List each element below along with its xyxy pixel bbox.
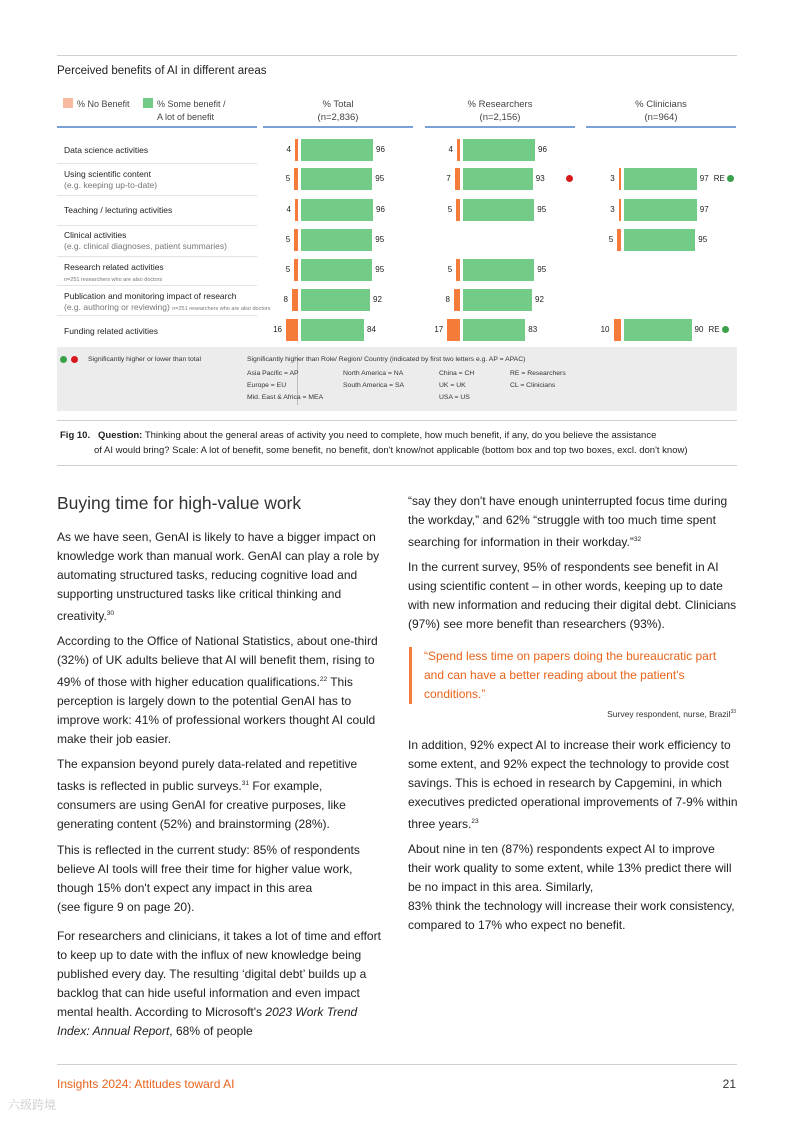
- footer-title: Insights 2024: Attitudes toward AI: [57, 1077, 235, 1091]
- row-label-note: n=251 researchers who are also doctors: [172, 306, 271, 312]
- some-benefit-value: 83: [528, 325, 538, 334]
- no-benefit-value: 4: [286, 145, 291, 154]
- some-benefit-value: 96: [376, 145, 385, 154]
- left-paragraph-1: [57, 528, 382, 626]
- pull-quote: [409, 647, 734, 704]
- row-divider: [57, 195, 257, 196]
- some-benefit-bar: [463, 199, 534, 221]
- column-total-name: % Total: [322, 99, 354, 110]
- some-benefit-bar: [624, 199, 697, 221]
- no-benefit-value: 5: [447, 205, 453, 214]
- footnote-ref: 30: [106, 610, 115, 617]
- no-benefit-value: 5: [285, 174, 291, 183]
- column-researchers-n: (n=2,156): [479, 112, 521, 123]
- row-label-text: Data science activities: [64, 145, 149, 155]
- paragraph-text-cont: This perception is largely down to the potential GenAI has to improve work: 41% of professional workers thought AI could make their job easier.: [57, 675, 376, 746]
- some-benefit-swatch: [143, 98, 153, 108]
- role-item: CL = Clinicians: [510, 382, 556, 389]
- green-dot-icon: [722, 326, 729, 333]
- paragraph-text: This is reflected in the current study: 85% of respondents believe AI tools will free their time for higher value work, though 15% don't expect any impact in this area: [57, 843, 360, 895]
- some-benefit-value: 97: [699, 174, 709, 183]
- row-divider: [57, 315, 257, 316]
- top-rule: [57, 55, 737, 56]
- quote-text: “Spend less time on papers doing the bureaucratic part and can have a better reading about the patient's conditions.”: [424, 649, 717, 701]
- legend-no-benefit: [63, 98, 130, 111]
- caption-bottom-rule: [57, 465, 737, 466]
- row-label-text: Using scientific content: [64, 169, 151, 179]
- no-benefit-bar: [294, 168, 298, 190]
- some-benefit-bar: [463, 168, 533, 190]
- some-benefit-value: 96: [538, 145, 547, 154]
- some-benefit-bar: [463, 259, 534, 281]
- some-benefit-bar: [624, 229, 695, 251]
- no-benefit-bar: [286, 319, 298, 341]
- paragraph-text: About nine in ten (87%) respondents expect AI to improve their work quality to some extent, while 13% predict there will be no impact in this area. Similarly,: [408, 842, 732, 894]
- caption-question-label: Question:: [98, 430, 143, 441]
- watermark-logo: 六级跨境: [8, 1098, 57, 1112]
- row-divider: [57, 163, 257, 164]
- no-benefit-bar: [456, 199, 460, 221]
- legend-some-benefit: [143, 98, 226, 124]
- some-benefit-value: 90: [694, 325, 704, 334]
- some-benefit-bar: [463, 139, 535, 161]
- no-benefit-bar: [447, 319, 460, 341]
- some-benefit-bar: [301, 139, 373, 161]
- region-item: USA = US: [439, 394, 470, 401]
- paragraph-text: In the current survey, 95% of respondents see benefit in AI using scientific content – in other words, keeping up to date with new information and reducing their digital debt. Clinicians (97%) see more benefit than researchers (93%).: [408, 560, 737, 631]
- some-benefit-bar: [624, 319, 692, 341]
- some-benefit-value: 97: [699, 205, 709, 214]
- row-label-scientific-content: [64, 169, 157, 191]
- some-benefit-value: 92: [373, 295, 382, 304]
- caption-top-rule: [57, 420, 737, 421]
- some-benefit-value: 95: [375, 265, 385, 274]
- some-benefit-bar: [624, 168, 697, 190]
- no-benefit-bar: [457, 139, 460, 161]
- region-item: Europe = EU: [247, 382, 287, 389]
- some-benefit-bar: [463, 319, 525, 341]
- no-benefit-value: 5: [285, 235, 291, 244]
- left-paragraph-2: [57, 632, 382, 749]
- region-item: North America = NA: [343, 370, 404, 377]
- some-benefit-value: 95: [375, 235, 385, 244]
- no-benefit-bar: [292, 289, 298, 311]
- footnote-ref: 23: [471, 818, 479, 825]
- some-benefit-bar: [301, 168, 372, 190]
- some-benefit-value: 96: [376, 205, 385, 214]
- significance-header: Significantly higher than Role/ Region/ Country (indicated by first two letters e.g. AP = APAC): [247, 356, 526, 363]
- paragraph-text-cont: For example, consumers are using GenAI for creative purposes, like generating content (52%) and brainstorming (28%).: [57, 779, 346, 831]
- row-label-sub: (e.g. clinical diagnoses, patient summaries): [64, 241, 227, 251]
- no-benefit-value: 3: [610, 174, 615, 183]
- row-label-publication: [64, 291, 271, 315]
- attribution-text: Survey respondent, nurse, Brazil: [607, 709, 731, 719]
- row-divider: [57, 285, 257, 286]
- paragraph-text-cont: 83% think the technology will increase their work consistency, compared to 17% who expect no benefit.: [408, 899, 735, 932]
- region-item: UK = UK: [439, 382, 466, 389]
- no-benefit-bar: [294, 229, 298, 251]
- row-label-funding: [64, 326, 158, 337]
- footnote-ref: 22: [319, 676, 328, 683]
- some-benefit-value: 95: [375, 174, 385, 183]
- some-benefit-value: 92: [535, 295, 544, 304]
- some-benefit-value: 93: [535, 174, 545, 183]
- caption-label: Fig 10.: [60, 430, 91, 441]
- left-paragraph-3: [57, 755, 382, 834]
- left-paragraph-5: [57, 927, 382, 1041]
- row-divider: [57, 256, 257, 257]
- header-rule-clinicians: [586, 126, 736, 128]
- right-paragraph-4: [408, 840, 738, 935]
- no-benefit-value: 5: [285, 265, 291, 274]
- footer-rule: [57, 1064, 737, 1065]
- column-clinicians-n: (n=964): [644, 112, 678, 123]
- green-dot-icon: [60, 356, 67, 363]
- no-benefit-value: 10: [600, 325, 610, 334]
- figure-title: Perceived benefits of AI in different areas: [57, 65, 267, 77]
- some-benefit-bar: [301, 289, 370, 311]
- region-list-2: [343, 368, 404, 392]
- right-paragraph-1: [408, 492, 738, 552]
- footnote-ref: 31: [241, 780, 249, 787]
- footnote-ref: 33: [730, 709, 736, 716]
- paragraph-text: According to the Office of National Statistics, about one-third (32%) of UK adults believe that AI will benefit them, rising to 49% of those with higher education qualifications.: [57, 634, 378, 689]
- caption-line-2: of AI would bring? Scale: A lot of benefit, some benefit, no benefit, don't know/not applicable (bottom box and top two boxes, excl. don't know): [94, 445, 688, 456]
- no-benefit-value: 17: [434, 325, 444, 334]
- row-label-text: Clinical activities: [64, 230, 127, 240]
- significance-legend: [57, 347, 737, 411]
- some-benefit-bar: [301, 229, 372, 251]
- row-label-text: Funding related activities: [64, 326, 159, 336]
- column-header-clinicians: [586, 98, 736, 124]
- report-title: 2023 Work Trend Index: Annual Report: [57, 1005, 358, 1038]
- no-benefit-bar: [295, 199, 298, 221]
- figure-caption: [60, 428, 740, 458]
- some-benefit-value: 95: [698, 235, 708, 244]
- no-benefit-bar: [454, 289, 460, 311]
- role-list: [510, 368, 566, 392]
- region-item: Mid. East & Africa = MEA: [247, 394, 324, 401]
- section-title: Buying time for high-value work: [57, 493, 302, 513]
- legend-some-benefit-label-1: % Some benefit /: [157, 99, 226, 109]
- no-benefit-swatch: [63, 98, 73, 108]
- no-benefit-bar: [619, 168, 621, 190]
- row-label-text: Publication and monitoring impact of research: [64, 291, 237, 301]
- no-benefit-value: 7: [446, 174, 451, 183]
- row-label-research: [64, 262, 164, 286]
- region-list-1: [247, 368, 323, 404]
- column-header-researchers: [425, 98, 575, 124]
- no-benefit-bar: [456, 259, 460, 281]
- some-benefit-bar: [301, 259, 372, 281]
- region-item: Asia Pacific = AP: [247, 370, 299, 377]
- row-label-data-science: [64, 145, 148, 156]
- some-benefit-value: 95: [537, 265, 547, 274]
- legend-no-benefit-label: % No Benefit: [77, 99, 130, 109]
- paragraph-text: For researchers and clinicians, it takes a lot of time and effort to keep up to date with the influx of new knowledge being published every day. The resulting ‘digital debt’ builds up a backlog that can hide useful information and even impact mental health. According to Microsoft's: [57, 929, 381, 1019]
- significance-dots-label: Significantly higher or lower than total: [88, 356, 201, 363]
- no-benefit-value: 16: [273, 325, 282, 334]
- some-benefit-value: 95: [537, 205, 547, 214]
- paragraph-text: As we have seen, GenAI is likely to have a bigger impact on knowledge work than manual work. GenAI can play a role by automating structured tasks, reducing cognitive load and supporting unstructured tasks like critical thinking and creativity.: [57, 530, 380, 623]
- row-label-sub: (e.g. authoring or reviewing): [64, 302, 170, 312]
- row-label-teaching: [64, 205, 172, 216]
- header-rule: [57, 126, 257, 128]
- no-benefit-value: 8: [283, 295, 288, 304]
- quote-attribution: [500, 709, 736, 719]
- paragraph-text: In addition, 92% expect AI to increase their work efficiency to some extent, and 92% expect the technology to provide cost savings. This is echoed in research by Capgemini, in which executives predicted operational improvements of 7-9% within three years.: [408, 738, 738, 831]
- some-benefit-bar: [301, 319, 364, 341]
- column-researchers-name: % Researchers: [467, 99, 533, 110]
- no-benefit-bar: [294, 259, 298, 281]
- row-label-sub: (e.g. keeping up-to-date): [64, 180, 158, 190]
- no-benefit-value: 8: [445, 295, 450, 304]
- no-benefit-bar: [619, 199, 621, 221]
- right-paragraph-2: [408, 558, 738, 634]
- header-rule-total: [263, 126, 413, 128]
- row-label-text: Research related activities: [64, 262, 164, 272]
- region-item: China = CH: [439, 370, 475, 377]
- significance-tag: RE: [708, 325, 720, 334]
- column-clinicians-name: % Clinicians: [635, 99, 687, 110]
- some-benefit-bar: [301, 199, 373, 221]
- no-benefit-value: 3: [610, 205, 615, 214]
- some-benefit-bar: [463, 289, 532, 311]
- row-divider: [57, 225, 257, 226]
- some-benefit-value: 84: [367, 325, 376, 334]
- red-dot-icon: [566, 175, 573, 182]
- row-label-note: n=251 researchers who are also doctors: [64, 277, 163, 283]
- footnote-ref: 32: [633, 536, 642, 543]
- page-number: 21: [722, 1077, 736, 1091]
- paragraph-text-cont: , 68% of people: [169, 1024, 253, 1038]
- region-item: South America = SA: [343, 382, 405, 389]
- column-total-n: (n=2,836): [317, 112, 359, 123]
- no-benefit-bar: [455, 168, 460, 190]
- paragraph-text: “say they don't have enough uninterrupted focus time during the workday,” and 62% “struggle with too much time spent searching for information in their workday.”: [408, 494, 728, 549]
- row-label-clinical: [64, 230, 227, 252]
- role-item: RE = Researchers: [510, 370, 566, 377]
- column-header-total: [263, 98, 413, 124]
- right-paragraph-3: [408, 736, 738, 834]
- no-benefit-value: 4: [448, 145, 453, 154]
- caption-line-1: Thinking about the general areas of activity you need to complete, how much benefit, if any, do you believe the assistance: [144, 430, 657, 441]
- no-benefit-value: 4: [286, 205, 291, 214]
- no-benefit-value: 5: [447, 265, 453, 274]
- region-list-3: [439, 368, 474, 404]
- no-benefit-bar: [617, 229, 621, 251]
- legend-some-benefit-label-2: A lot of benefit: [157, 112, 215, 122]
- header-rule-researchers: [425, 126, 575, 128]
- no-benefit-bar: [295, 139, 298, 161]
- red-dot-icon: [71, 356, 78, 363]
- paragraph-text: The expansion beyond purely data-related and repetitive tasks is reflected in public surveys.: [57, 757, 358, 793]
- significance-tag: RE: [713, 174, 725, 183]
- no-benefit-bar: [614, 319, 622, 341]
- row-label-text: Teaching / lecturing activities: [64, 205, 173, 215]
- no-benefit-value: 5: [608, 235, 614, 244]
- left-paragraph-4: [57, 841, 382, 917]
- green-dot-icon: [727, 175, 734, 182]
- paragraph-text-cont: (see figure 9 on page 20).: [57, 900, 195, 914]
